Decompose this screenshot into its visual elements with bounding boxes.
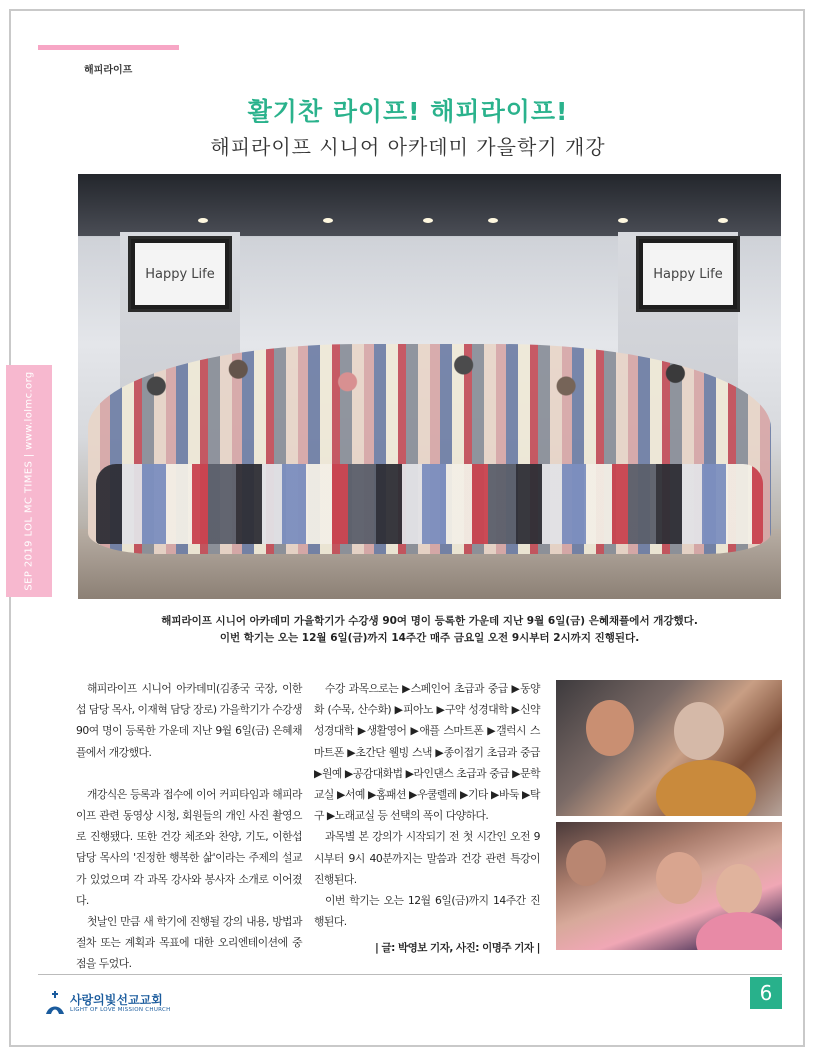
section-label: 해피라이프: [84, 65, 133, 76]
paragraph: 수강 과목으로는 ▶스페인어 초급과 중급 ▶동양화 (수묵, 산수화) ▶피아노 ▶구약 성경대학 ▶신약 성경대학 ▶생활영어 ▶애플 스마트폰 ▶갤럭시 스마트폰 ▶초간단 웰빙 스낵 ▶종이접기 초급과 중급 ▶원예 ▶공감대화법 ▶라인댄스 초급과 중급 ▶문학교실 ▶서예 ▶홈패션 ▶우쿨렐레 ▶기타 ▶바둑 ▶탁구 ▶노래교실 등 선택의 폭이 다양하다.: [314, 682, 540, 823]
header-accent-bar: [38, 45, 179, 50]
photo-figure: [586, 700, 634, 756]
side-tab: [6, 365, 52, 597]
photo-front-row: [96, 464, 763, 544]
paragraph: 이번 학기는 오는 12월 6일(금)까지 14주간 진행된다.: [314, 894, 540, 929]
screen-text: Happy Life: [135, 243, 225, 305]
article-subtitle: 해피라이프 시니어 아카데미 가을학기 개강: [210, 135, 606, 159]
paragraph: 과목별 본 강의가 시작되기 전 첫 시간인 오전 9시부터 9시 40분까지는 말씀과 건강 관련 특강이 진행된다.: [314, 830, 540, 886]
footer-divider: [38, 974, 782, 975]
page-number: 6: [750, 977, 782, 1009]
photo-figure: [566, 840, 606, 886]
ceiling-light: [618, 218, 628, 223]
ceiling-light: [323, 218, 333, 223]
church-logo-icon: [44, 990, 66, 1016]
photo-figure: [674, 702, 724, 760]
article-title: 활기찬 라이프! 해피라이프!: [247, 97, 569, 126]
ceiling-light: [718, 218, 728, 223]
projection-screen-left: [128, 236, 232, 312]
side-tab-text: SEP 2019 LOL MC TIMES | www.lolmc.org: [23, 371, 35, 591]
church-name: 사랑의빛선교교회: [70, 993, 163, 1007]
photo-figure: [656, 852, 702, 904]
side-photo-bottom: [556, 822, 782, 950]
ceiling-light: [488, 218, 498, 223]
caption-line: 해피라이프 시니어 아카데미 가을학기가 수강생 90여 명이 등록한 가운데 지난 9월 6일(금) 은혜채플에서 개강했다.: [161, 615, 698, 627]
screen-text: Happy Life: [643, 243, 733, 305]
projection-screen-right: [636, 236, 740, 312]
article-column-2: [314, 678, 540, 960]
photo-figure: [656, 760, 756, 816]
side-photo-top: [556, 680, 782, 816]
photo-caption: [78, 613, 781, 647]
church-name-english: LIGHT OF LOVE MISSION CHURCH: [70, 1007, 171, 1013]
photo-ceiling: [78, 174, 781, 236]
article-column-1: [76, 678, 302, 975]
caption-line: 이번 학기는 오는 12월 6일(금)까지 14주간 매주 금요일 오전 9시부터 2시까지 진행된다.: [219, 632, 640, 644]
paragraph: 첫날인 만큼 새 학기에 진행될 강의 내용, 방법과 절차 또는 계획과 목표에 대한 오리엔테이션에 중점을 두었다.: [76, 915, 302, 971]
group-photo: [78, 174, 781, 599]
paragraph: 개강식은 등록과 접수에 이어 커피타임과 해피라이프 관련 동영상 시청, 회원들의 개인 사진 촬영으로 진행됐다. 또한 건강 체조와 찬양, 기도, 이한섭 담당 목사의 '진정한 행복한 삶'이라는 주제의 설교가 있었으며 각 과목 강사와 봉사자 소개로 이어졌다.: [76, 787, 302, 907]
church-logo: [44, 990, 204, 1020]
photo-figure: [716, 864, 762, 916]
photo-figure: [696, 912, 782, 950]
ceiling-light: [198, 218, 208, 223]
paragraph: 해피라이프 시니어 아카데미(김종국 국장, 이한섭 담당 목사, 이재혁 담당 장로) 가을학기가 수강생 90여 명이 등록한 가운데 지난 9월 6일(금) 은혜채플에서 개강했다.: [76, 682, 302, 759]
byline: | 글: 박영보 기자, 사진: 이명주 기자 |: [374, 942, 540, 955]
ceiling-light: [423, 218, 433, 223]
